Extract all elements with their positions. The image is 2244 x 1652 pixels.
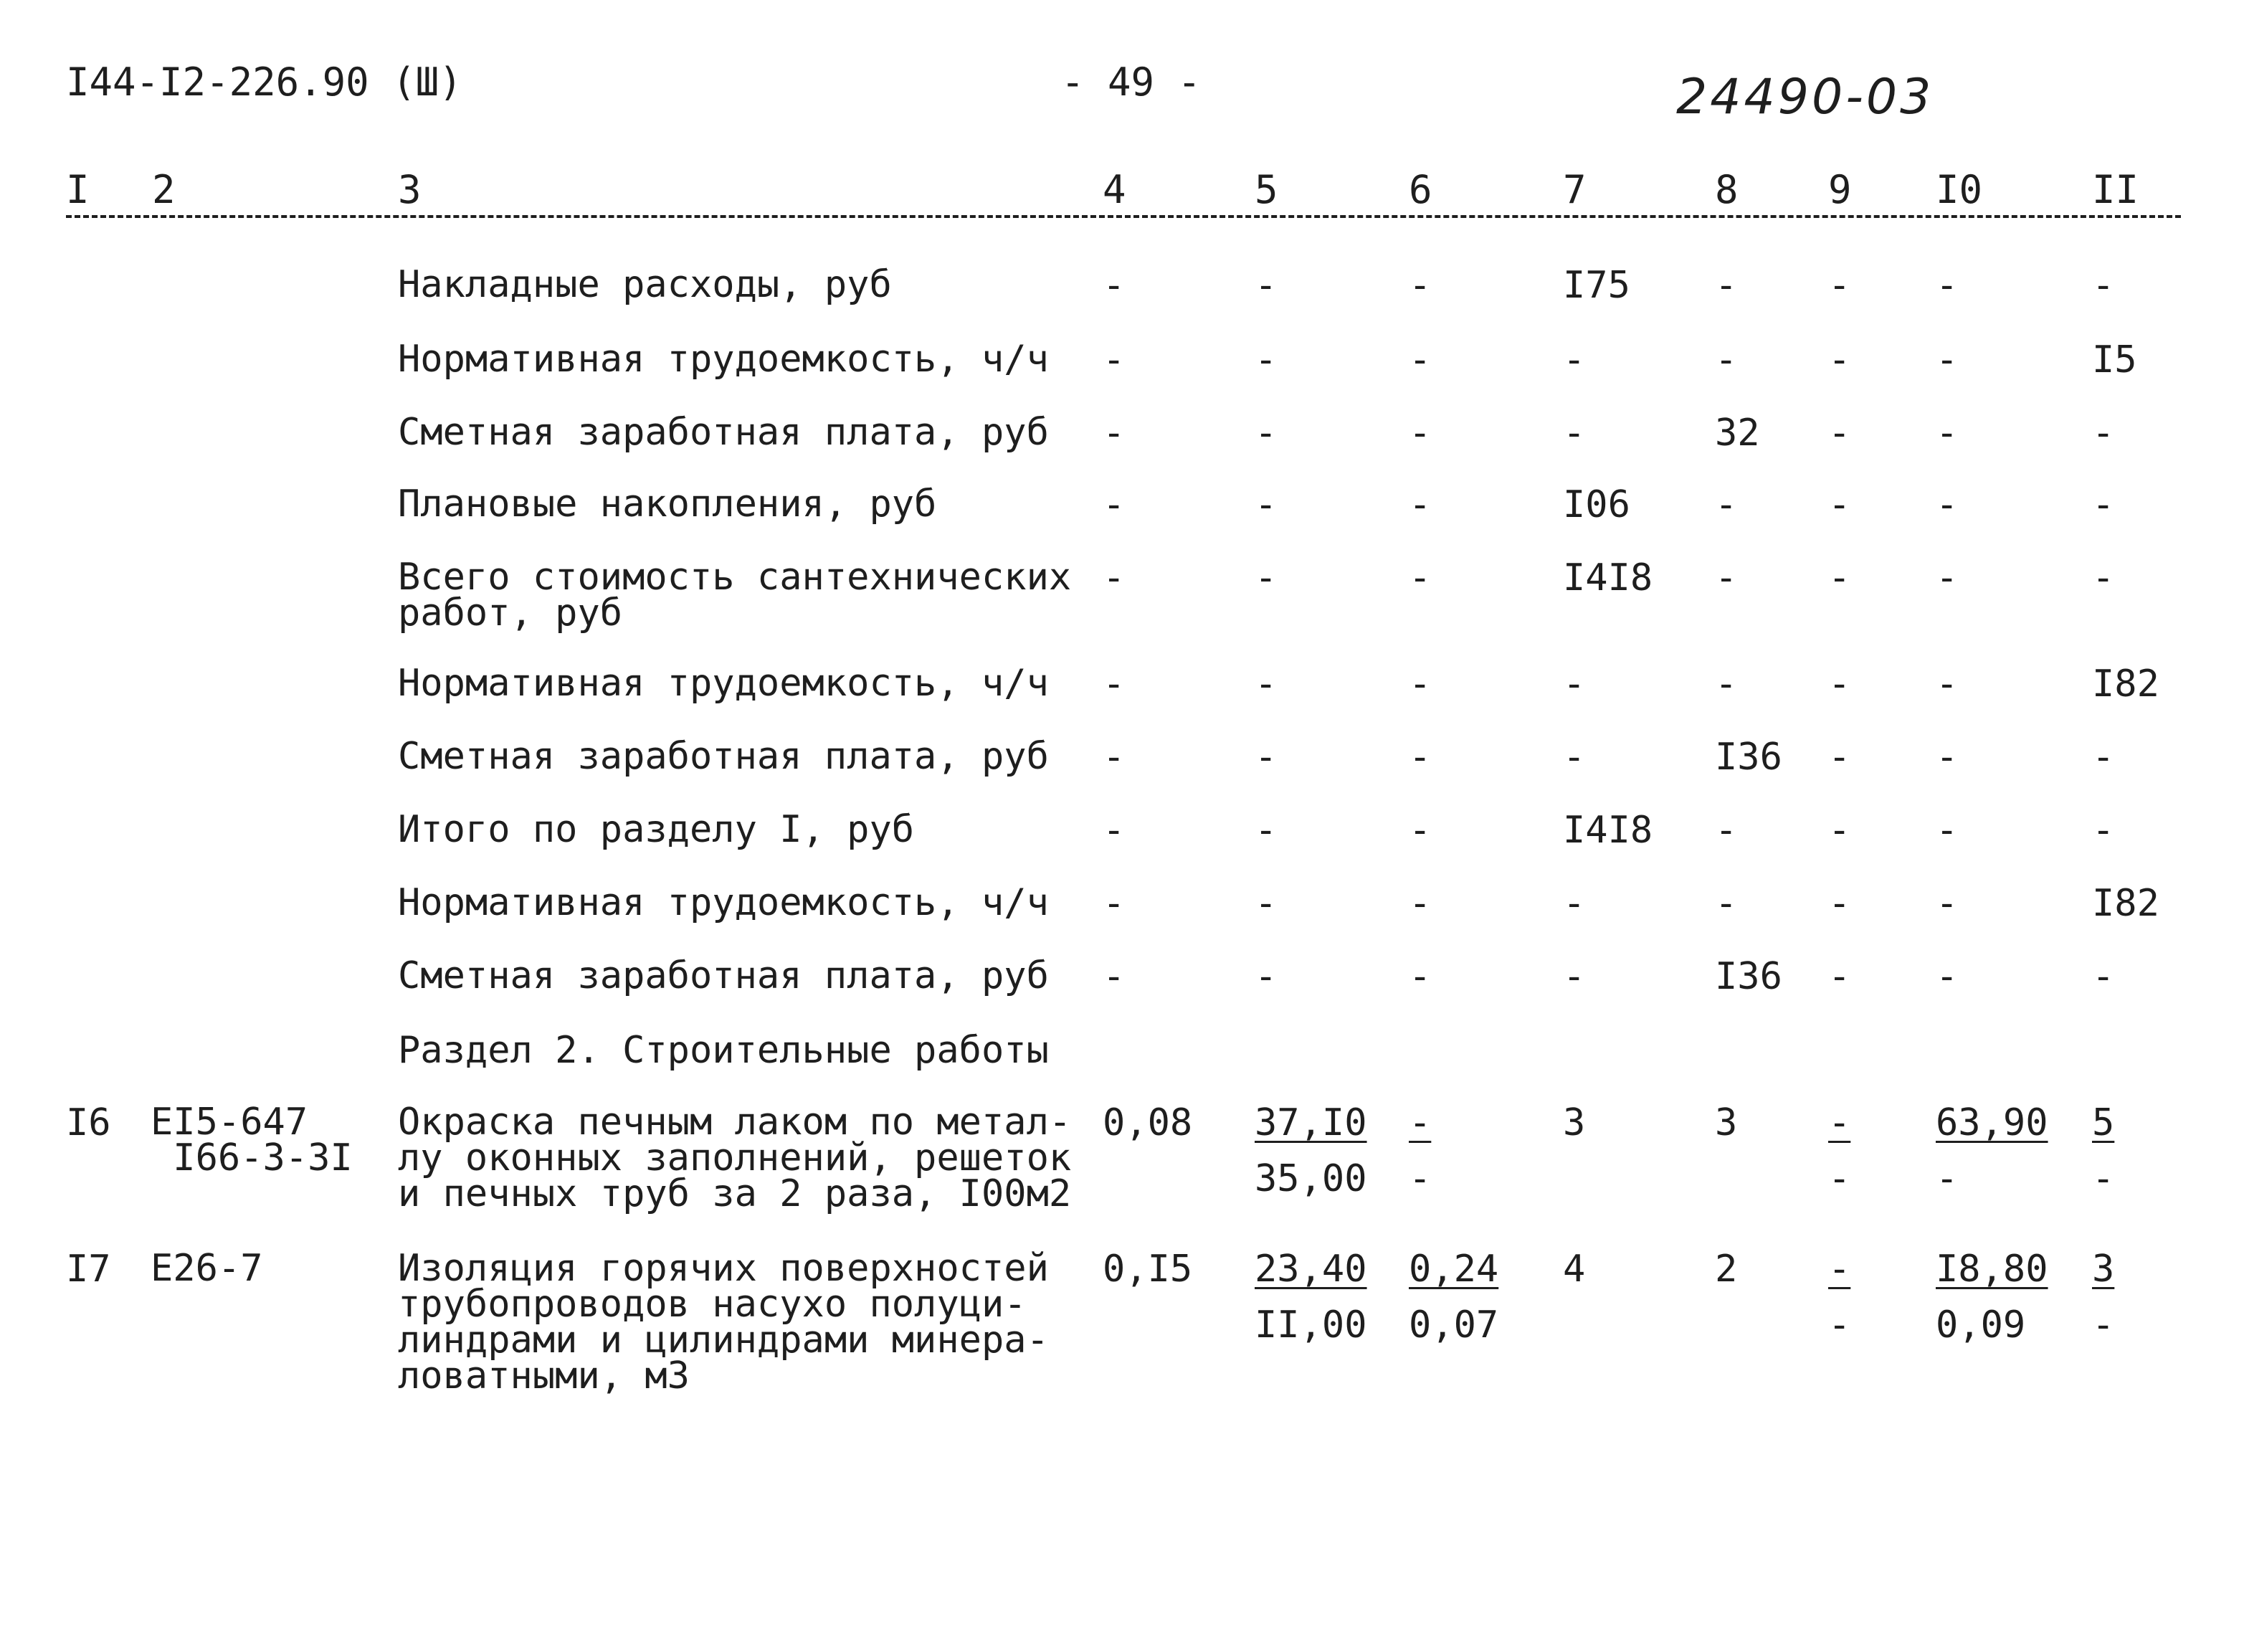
row-cell-c4: - bbox=[1103, 483, 1126, 526]
item-c10-bottom: 0,09 bbox=[1936, 1304, 2026, 1347]
row-cell-c5: - bbox=[1255, 338, 1278, 381]
row-cell-c7: - bbox=[1563, 663, 1586, 706]
row-cell-c4: - bbox=[1103, 264, 1126, 307]
row-cell-c7: - bbox=[1563, 412, 1586, 455]
row-cell-c10: - bbox=[1936, 882, 1959, 925]
col-header-1: I bbox=[66, 167, 90, 212]
row-cell-c5: - bbox=[1255, 412, 1278, 455]
section-2-title: Раздел 2. Строительные работы bbox=[398, 1029, 1049, 1072]
row-cell-c11: - bbox=[2092, 483, 2115, 526]
col-header-8: 8 bbox=[1715, 167, 1739, 212]
row-cell-c10: - bbox=[1936, 412, 1959, 455]
item-c11-bottom: - bbox=[2092, 1304, 2115, 1347]
row-cell-c9: - bbox=[1828, 736, 1851, 779]
row-cell-c11: - bbox=[2092, 412, 2115, 455]
item-quantity: 0,08 bbox=[1103, 1101, 1193, 1144]
item-c6-top: 0,24 bbox=[1409, 1248, 1499, 1291]
row-cell-c8: 32 bbox=[1715, 412, 1760, 455]
row-cell-c6: - bbox=[1409, 882, 1432, 925]
row-cell-c5: - bbox=[1255, 556, 1278, 599]
row-description: Всего стоимость сантехнических работ, руб bbox=[398, 556, 1072, 635]
item-code: EI5-647 I66-3-3I bbox=[151, 1101, 353, 1179]
row-description: Нормативная трудоемкость, ч/ч bbox=[398, 662, 1049, 705]
row-cell-c8: - bbox=[1715, 809, 1738, 852]
row-description: Итого по разделу I, руб bbox=[398, 808, 915, 851]
col-header-3: 3 bbox=[398, 167, 422, 212]
row-cell-c7: - bbox=[1563, 338, 1586, 381]
row-cell-c4: - bbox=[1103, 955, 1126, 998]
row-cell-c6: - bbox=[1409, 483, 1432, 526]
item-c5-bottom: II,00 bbox=[1255, 1304, 1367, 1347]
row-cell-c9: - bbox=[1828, 412, 1851, 455]
item-c11-top: 3 bbox=[2092, 1248, 2115, 1291]
handwritten-number: 24490-03 bbox=[1676, 69, 1934, 125]
row-cell-c6: - bbox=[1409, 412, 1432, 455]
row-cell-c10: - bbox=[1936, 264, 1959, 307]
row-cell-c7: I75 bbox=[1563, 264, 1630, 307]
row-cell-c5: - bbox=[1255, 483, 1278, 526]
row-cell-c4: - bbox=[1103, 556, 1126, 599]
row-cell-c7: - bbox=[1563, 955, 1586, 998]
row-cell-c10: - bbox=[1936, 556, 1959, 599]
col-header-11: II bbox=[2092, 167, 2139, 212]
row-cell-c6: - bbox=[1409, 955, 1432, 998]
row-cell-c10: - bbox=[1936, 809, 1959, 852]
row-cell-c5: - bbox=[1255, 882, 1278, 925]
row-cell-c10: - bbox=[1936, 736, 1959, 779]
item-description: Изоляция горячих поверхностей трубопроводов насухо полуци- линдрами и цилиндрами минера- ловатными, м3 bbox=[398, 1247, 1049, 1397]
item-c9-bottom: - bbox=[1828, 1304, 1851, 1347]
item-c11-top: 5 bbox=[2092, 1101, 2115, 1144]
row-cell-c9: - bbox=[1828, 809, 1851, 852]
item-c10-top: I8,80 bbox=[1936, 1248, 2048, 1291]
col-header-9: 9 bbox=[1828, 167, 1852, 212]
item-c7: 3 bbox=[1563, 1101, 1586, 1144]
row-cell-c8: - bbox=[1715, 556, 1738, 599]
row-cell-c7: I06 bbox=[1563, 483, 1630, 526]
row-description: Плановые накопления, руб bbox=[398, 483, 937, 526]
row-cell-c8: - bbox=[1715, 882, 1738, 925]
row-cell-c6: - bbox=[1409, 556, 1432, 599]
item-c5-top: 23,40 bbox=[1255, 1248, 1367, 1291]
header-dashed-rule bbox=[66, 215, 2181, 218]
item-c10-bottom: - bbox=[1936, 1157, 1959, 1200]
row-cell-c11: - bbox=[2092, 556, 2115, 599]
row-cell-c6: - bbox=[1409, 338, 1432, 381]
item-c9-top: - bbox=[1828, 1248, 1851, 1291]
row-cell-c11: - bbox=[2092, 955, 2115, 998]
row-cell-c4: - bbox=[1103, 663, 1126, 706]
row-cell-c10: - bbox=[1936, 483, 1959, 526]
col-header-6: 6 bbox=[1409, 167, 1432, 212]
row-description: Нормативная трудоемкость, ч/ч bbox=[398, 338, 1049, 381]
row-cell-c6: - bbox=[1409, 736, 1432, 779]
row-description: Накладные расходы, руб bbox=[398, 263, 892, 306]
item-number: I6 bbox=[66, 1101, 111, 1144]
row-cell-c10: - bbox=[1936, 663, 1959, 706]
row-cell-c4: - bbox=[1103, 809, 1126, 852]
item-description: Окраска печным лаком по метал- лу оконных заполнений, решеток и печных труб за 2 раза, I00м2 bbox=[398, 1101, 1072, 1215]
item-c6-bottom: - bbox=[1409, 1157, 1432, 1200]
item-code: E26-7 bbox=[151, 1247, 263, 1290]
row-cell-c6: - bbox=[1409, 809, 1432, 852]
row-cell-c4: - bbox=[1103, 736, 1126, 779]
row-cell-c4: - bbox=[1103, 882, 1126, 925]
row-cell-c9: - bbox=[1828, 338, 1851, 381]
item-c5-bottom: 35,00 bbox=[1255, 1157, 1367, 1200]
row-cell-c4: - bbox=[1103, 338, 1126, 381]
row-cell-c8: - bbox=[1715, 663, 1738, 706]
item-c7: 4 bbox=[1563, 1248, 1586, 1291]
row-description: Сметная заработная плата, руб bbox=[398, 954, 1049, 997]
row-cell-c11: - bbox=[2092, 809, 2115, 852]
item-c6-bottom: 0,07 bbox=[1409, 1304, 1499, 1347]
row-cell-c5: - bbox=[1255, 809, 1278, 852]
row-cell-c9: - bbox=[1828, 955, 1851, 998]
item-c10-top: 63,90 bbox=[1936, 1101, 2048, 1144]
row-cell-c11: I82 bbox=[2092, 882, 2159, 925]
row-cell-c5: - bbox=[1255, 955, 1278, 998]
item-c5-top: 37,I0 bbox=[1255, 1101, 1367, 1144]
row-cell-c7: I4I8 bbox=[1563, 809, 1653, 852]
document-code: I44-I2-226.90 (Ш) bbox=[66, 60, 462, 105]
row-cell-c10: - bbox=[1936, 955, 1959, 998]
row-cell-c11: I82 bbox=[2092, 663, 2159, 706]
row-cell-c9: - bbox=[1828, 556, 1851, 599]
row-cell-c9: - bbox=[1828, 663, 1851, 706]
row-cell-c11: - bbox=[2092, 736, 2115, 779]
item-number: I7 bbox=[66, 1248, 111, 1291]
col-header-10: I0 bbox=[1936, 167, 1983, 212]
row-cell-c4: - bbox=[1103, 412, 1126, 455]
item-c8: 3 bbox=[1715, 1101, 1738, 1144]
col-header-7: 7 bbox=[1563, 167, 1587, 212]
row-cell-c7: - bbox=[1563, 882, 1586, 925]
item-quantity: 0,I5 bbox=[1103, 1248, 1193, 1291]
row-cell-c5: - bbox=[1255, 736, 1278, 779]
row-cell-c7: I4I8 bbox=[1563, 556, 1653, 599]
item-c11-bottom: - bbox=[2092, 1157, 2115, 1200]
row-cell-c8: - bbox=[1715, 264, 1738, 307]
row-cell-c6: - bbox=[1409, 264, 1432, 307]
row-cell-c8: - bbox=[1715, 338, 1738, 381]
row-cell-c11: - bbox=[2092, 264, 2115, 307]
row-cell-c8: I36 bbox=[1715, 736, 1782, 779]
row-cell-c11: I5 bbox=[2092, 338, 2137, 381]
row-cell-c9: - bbox=[1828, 882, 1851, 925]
row-cell-c9: - bbox=[1828, 264, 1851, 307]
row-cell-c9: - bbox=[1828, 483, 1851, 526]
row-description: Нормативная трудоемкость, ч/ч bbox=[398, 881, 1049, 924]
row-cell-c8: I36 bbox=[1715, 955, 1782, 998]
item-c6-top: - bbox=[1409, 1101, 1432, 1144]
row-description: Сметная заработная плата, руб bbox=[398, 411, 1049, 454]
row-description: Сметная заработная плата, руб bbox=[398, 735, 1049, 778]
row-cell-c10: - bbox=[1936, 338, 1959, 381]
row-cell-c5: - bbox=[1255, 264, 1278, 307]
col-header-4: 4 bbox=[1103, 167, 1126, 212]
row-cell-c8: - bbox=[1715, 483, 1738, 526]
item-c9-top: - bbox=[1828, 1101, 1851, 1144]
row-cell-c7: - bbox=[1563, 736, 1586, 779]
row-cell-c6: - bbox=[1409, 663, 1432, 706]
col-header-5: 5 bbox=[1255, 167, 1278, 212]
item-c8: 2 bbox=[1715, 1248, 1738, 1291]
col-header-2: 2 bbox=[152, 167, 176, 212]
row-cell-c5: - bbox=[1255, 663, 1278, 706]
item-c9-bottom: - bbox=[1828, 1157, 1851, 1200]
page-number: - 49 - bbox=[1061, 60, 1202, 105]
